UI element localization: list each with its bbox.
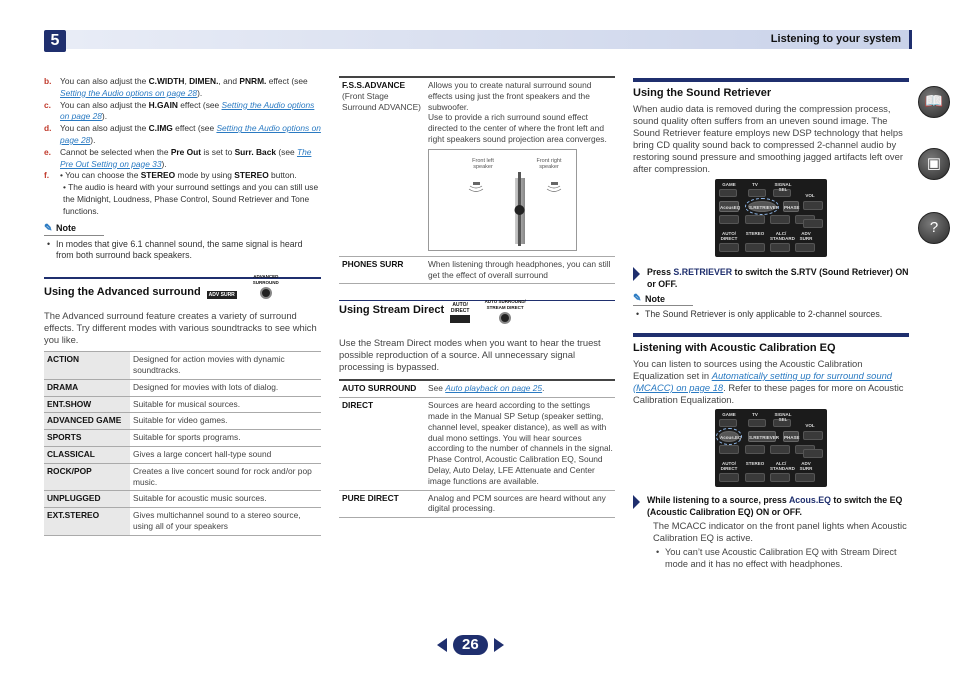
remote-button-label: AUTO/ DIRECT bbox=[720, 460, 738, 471]
remote-button bbox=[803, 201, 823, 210]
sound-retriever-heading bbox=[633, 78, 909, 101]
auto-surround-key: AUTO SURROUND bbox=[339, 380, 425, 397]
remote-button-label: S.RETRIEVER bbox=[748, 431, 776, 442]
keyword: C.WIDTH bbox=[148, 76, 185, 86]
mcacc-link[interactable]: Automatically setting up for surround sound (MCACC) on page 18 bbox=[633, 369, 893, 393]
remote-button bbox=[719, 473, 739, 482]
text-run: You can also adjust the bbox=[60, 123, 149, 134]
table-row bbox=[44, 396, 321, 413]
eq-bullet: • You can’t use Acoustic Calibration EQ with Stream Direct mode and it has no effect with headphones. bbox=[633, 547, 909, 571]
remote-button bbox=[770, 215, 790, 224]
text-run: ). bbox=[161, 158, 167, 169]
remote-button-label: TV bbox=[752, 182, 758, 187]
footnote-item bbox=[44, 170, 321, 217]
text-run: You can also adjust the bbox=[60, 76, 149, 86]
stream-direct-text: Use the Stream Direct modes when you want to hear the truest possible reproduction of a source. All unnecessary signal processing is bypassed. bbox=[339, 337, 601, 373]
page-navigation bbox=[437, 635, 504, 655]
text-run: is set to bbox=[201, 146, 235, 157]
remote-button-label: STEREO bbox=[745, 231, 765, 236]
adv-surr-button-icon bbox=[207, 290, 237, 299]
phones-text: When listening through headphones, you can still get the effect of overall surround bbox=[425, 256, 615, 284]
remote-image-1 bbox=[633, 179, 909, 261]
remote-button bbox=[745, 473, 765, 482]
remote-button bbox=[770, 243, 790, 252]
remote-button bbox=[719, 215, 739, 224]
remote-button-label: SIGNAL SEL bbox=[774, 182, 792, 192]
footnote-text bbox=[60, 100, 321, 124]
mode-name: SPORTS bbox=[44, 430, 130, 447]
keyword: H.GAIN bbox=[148, 99, 178, 110]
auto-direct-label: AUTO/ DIRECT bbox=[450, 302, 470, 315]
remote-button-label: AUTO/ DIRECT bbox=[720, 231, 738, 241]
keyword: Pre Out bbox=[170, 146, 202, 157]
header-bar bbox=[66, 30, 912, 49]
eq-after-text: The MCACC indicator on the front panel lights when Acoustic Calibration EQ is active. bbox=[653, 520, 907, 544]
remote-button-label: Acous.EQ bbox=[719, 431, 739, 442]
footnote-letter: e. bbox=[44, 146, 51, 157]
remote-button-label: ALC/ STANDARD bbox=[770, 231, 795, 241]
table-row bbox=[339, 398, 615, 490]
stream-direct-heading bbox=[339, 300, 615, 330]
remote-button bbox=[719, 419, 737, 427]
remote-button bbox=[803, 449, 823, 458]
remote-button-label: GAME bbox=[722, 182, 736, 187]
page-link[interactable]: The Pre Out Setting on page 33 bbox=[60, 146, 312, 169]
footnote-text bbox=[60, 76, 321, 100]
advanced-surround-label: ADVANCED SURROUND bbox=[252, 274, 279, 286]
remote-button-label: PHASE bbox=[783, 201, 799, 212]
step-arrow-icon bbox=[633, 267, 640, 281]
mode-description: Creates a live concert sound for rock and/or pop music. bbox=[130, 463, 321, 491]
front-left-label: Front left speaker bbox=[472, 157, 494, 171]
table-row bbox=[44, 379, 321, 396]
remote-button bbox=[803, 219, 823, 228]
footnote-item bbox=[44, 76, 321, 100]
step-arrow-icon bbox=[633, 495, 640, 509]
table-row bbox=[44, 430, 321, 447]
remote-button-label: PHASE bbox=[783, 431, 799, 442]
remote-button-label: VOL bbox=[805, 422, 815, 428]
help-icon[interactable]: ? bbox=[918, 212, 950, 244]
eq-step-b: to switch the EQ (Acoustic Calibration EQ) ON or OFF. bbox=[647, 494, 903, 517]
text-run: button. bbox=[268, 170, 297, 181]
remote-button bbox=[795, 243, 815, 252]
fss-key-cell bbox=[339, 77, 425, 256]
table-row bbox=[44, 413, 321, 430]
table-row bbox=[44, 352, 321, 380]
keyword: C.IMG bbox=[148, 123, 173, 134]
adv-mode-table bbox=[44, 351, 321, 536]
text-run: , bbox=[184, 76, 190, 86]
front-right-label: Front right speaker bbox=[536, 157, 562, 171]
mode-description: Suitable for video games. bbox=[130, 413, 321, 430]
fss-text-1: Allows you to create natural surround sound effects using just the front speakers and the subwoofer. bbox=[428, 80, 592, 112]
sr-step-b: to switch the S.RTV (Sound Retriever) ON or OFF. bbox=[647, 267, 909, 289]
footnote-text bbox=[60, 147, 321, 171]
eq-step-a: While listening to a source, press bbox=[647, 494, 789, 505]
stream-direct-label: AUTO SURROUND/ STREAM DIRECT bbox=[484, 299, 526, 311]
remote-button-label: ALC/ STANDARD bbox=[770, 460, 795, 471]
middle-column bbox=[339, 76, 615, 518]
remote-button-label: TV bbox=[752, 411, 758, 417]
keyword: DIMEN. bbox=[189, 76, 219, 86]
text-run: effect (see bbox=[177, 99, 222, 110]
footnote-letter: d. bbox=[44, 123, 52, 134]
remote-button-label: SIGNAL SEL bbox=[774, 411, 792, 422]
note-bullet-text: The Sound Retriever is only applicable to 2-channel sources. bbox=[645, 309, 883, 320]
note-heading-label: Note bbox=[645, 293, 665, 304]
speaker-diagram-graphic bbox=[429, 150, 578, 252]
remote-button bbox=[748, 189, 766, 197]
fss-text-2: Use to provide a rich surround sound effect directed to the center of where the front left and right speakers sound projection area converges. bbox=[428, 112, 607, 144]
acoustic-eq-step bbox=[633, 495, 909, 518]
footnote-text bbox=[60, 170, 321, 217]
text-run: mode by using bbox=[175, 170, 235, 181]
next-page-icon[interactable] bbox=[494, 638, 504, 652]
right-column bbox=[633, 78, 909, 571]
eq-text-b: . Refer to these pages for more on Acoustic Calibration Equalization. bbox=[633, 381, 904, 405]
text-run: ). bbox=[101, 111, 108, 122]
footnote-letter: f. bbox=[44, 170, 50, 181]
remote-button-label: ADV SURR bbox=[799, 231, 813, 241]
footnote-item bbox=[44, 147, 321, 171]
acoustic-eq-text bbox=[633, 358, 909, 406]
stream-direct-title: Using Stream Direct bbox=[339, 304, 445, 317]
table-row bbox=[339, 256, 615, 284]
mode-name: ROCK/POP bbox=[44, 463, 130, 491]
text-run: • You can choose the bbox=[60, 170, 141, 181]
table-row bbox=[44, 491, 321, 508]
fss-table bbox=[339, 76, 615, 284]
mode-name: EXT.STEREO bbox=[44, 508, 130, 536]
note-heading bbox=[44, 223, 104, 236]
keyword: STEREO bbox=[234, 170, 269, 181]
remote-image-2 bbox=[633, 409, 909, 491]
text-run: effect (see bbox=[172, 123, 217, 134]
mode-description: Suitable for acoustic music sources. bbox=[130, 491, 321, 508]
footnote-text bbox=[60, 123, 321, 147]
direct-desc bbox=[425, 398, 615, 490]
adv-surround-text: The Advanced surround feature creates a variety of surround effects. Try different modes with various soundtracks to see which you like. bbox=[44, 310, 317, 346]
remote-button-label: GAME bbox=[722, 411, 736, 417]
auto-direct-button-icon bbox=[449, 302, 471, 323]
remote-button bbox=[745, 215, 765, 224]
direct-key: DIRECT bbox=[339, 398, 425, 490]
pure-direct-key: PURE DIRECT bbox=[339, 490, 425, 518]
sound-retriever-step bbox=[633, 267, 909, 290]
page-number: 26 bbox=[453, 635, 488, 655]
remote-button bbox=[803, 431, 823, 440]
footnote-letter: b. bbox=[44, 76, 52, 86]
remote-control-graphic bbox=[715, 179, 827, 257]
mode-name: ADVANCED GAME bbox=[44, 413, 130, 430]
fss-sub: (Front Stage Surround ADVANCE) bbox=[342, 90, 421, 112]
remote-button bbox=[745, 243, 765, 252]
stream-direct-table bbox=[339, 379, 615, 518]
remote-button bbox=[748, 419, 766, 427]
mode-description: Gives multichannel sound to a stereo source, using all of your speakers bbox=[130, 508, 321, 536]
auto-post: . bbox=[542, 383, 545, 394]
stream-direct-knob-icon bbox=[483, 299, 527, 326]
auto-pre: See bbox=[428, 383, 446, 394]
table-row bbox=[44, 508, 321, 536]
direct-text-1: Sources are heard according to the settings made in the Manual SP Setup (speaker setting, channel level, speaker distance), as well as with dual mono settings. You will hear sources according to the number of channels in the signal. bbox=[428, 400, 613, 454]
remote-button-label: ADV SURR bbox=[799, 460, 813, 471]
adv-surr-button-label: ADV SURR bbox=[208, 292, 235, 299]
receiver-icon[interactable]: ▣ bbox=[918, 148, 950, 180]
pure-direct-text: Analog and PCM sources are heard without any digital processing. bbox=[425, 490, 615, 518]
text-run: ). bbox=[197, 87, 203, 98]
pencil-icon: ✎ bbox=[44, 222, 53, 234]
left-column bbox=[44, 76, 321, 536]
keyword: Surr. Back bbox=[234, 146, 277, 157]
section-title: Listening to your system bbox=[770, 33, 901, 45]
note-bullet: • In modes that give 6.1 channel sound, the same signal is heard from both surround back speakers. bbox=[44, 239, 321, 263]
mode-name: DRAMA bbox=[44, 379, 130, 396]
page-link[interactable]: Setting the Audio options on page 28 bbox=[60, 87, 198, 98]
advanced-surround-knob-icon bbox=[249, 274, 283, 301]
previous-page-icon[interactable] bbox=[437, 638, 447, 652]
table-row bbox=[339, 77, 615, 256]
note-heading-label: Note bbox=[56, 223, 76, 234]
text-run: (see bbox=[276, 146, 297, 157]
text-run: effect (see bbox=[266, 76, 308, 86]
text-run: • The audio is heard with your surround settings and you can still use the Midnight, Loudness, Phase Control, Sound Retriever and Tone functions. bbox=[63, 182, 319, 216]
eq-bullet-text: You can’t use Acoustic Calibration EQ with Stream Direct mode and it has no effect with headphones. bbox=[665, 547, 897, 569]
mode-name: ENT.SHOW bbox=[44, 396, 130, 413]
mode-description: Suitable for sports programs. bbox=[130, 430, 321, 447]
mode-description: Gives a large concert hall-type sound bbox=[130, 446, 321, 463]
remote-button bbox=[719, 243, 739, 252]
remote-button bbox=[745, 445, 765, 454]
footnote-letter: c. bbox=[44, 99, 51, 110]
chapter-badge: 5 bbox=[44, 30, 66, 52]
text-run: ). bbox=[90, 134, 96, 145]
mode-name: UNPLUGGED bbox=[44, 491, 130, 508]
adv-surround-title: Using the Advanced surround bbox=[44, 286, 201, 299]
text-run: , and bbox=[218, 76, 240, 86]
table-row bbox=[44, 463, 321, 491]
acous-eq-keyword: Acous.EQ bbox=[788, 494, 831, 505]
phones-key: PHONES SURR bbox=[339, 256, 425, 284]
direct-text-2: Phase Control, Acoustic Calibration EQ, Sound Delay, Auto Delay, LFE Attenuate and Center image functions are available. bbox=[428, 454, 603, 486]
footnote-item bbox=[44, 100, 321, 124]
remote-button bbox=[795, 473, 815, 482]
remote-button bbox=[770, 473, 790, 482]
note-heading-right bbox=[633, 293, 693, 306]
footnote-item bbox=[44, 123, 321, 147]
remote-control-graphic bbox=[715, 409, 827, 487]
footnotes bbox=[44, 76, 321, 218]
text-run: You can also adjust the bbox=[60, 99, 149, 110]
acoustic-eq-title: Listening with Acoustic Calibration EQ bbox=[633, 341, 836, 354]
mode-description: Designed for action movies with dynamic soundtracks. bbox=[130, 352, 321, 380]
sound-retriever-title: Using the Sound Retriever bbox=[633, 87, 772, 99]
eq-text-a: You can listen to sources using the Acoustic Calibration Equalization set in bbox=[633, 357, 863, 381]
remote-button-label: S.RETRIEVER bbox=[748, 201, 776, 212]
book-icon[interactable]: 📖 bbox=[918, 86, 950, 118]
acoustic-eq-heading bbox=[633, 333, 909, 356]
keyword: STEREO bbox=[140, 170, 176, 181]
remote-button-label: AcousEQ bbox=[719, 201, 739, 212]
table-row bbox=[44, 446, 321, 463]
table-row bbox=[339, 380, 615, 397]
page-link[interactable]: Setting the Audio options on page 28 bbox=[60, 99, 315, 122]
keyword: PNRM. bbox=[239, 76, 267, 86]
s-retriever-keyword: S.RETRIEVER bbox=[673, 267, 733, 277]
mode-description: Suitable for musical sources. bbox=[130, 396, 321, 413]
page-link[interactable]: Setting the Audio options on page 28 bbox=[60, 123, 321, 145]
mode-description: Designed for movies with lots of dialog. bbox=[130, 379, 321, 396]
note-bullet-text: In modes that give 6.1 channel sound, the same signal is heard from both surround back speakers. bbox=[56, 238, 303, 261]
note-bullet-right: • The Sound Retriever is only applicable to 2-channel sources. bbox=[636, 309, 883, 320]
fss-key: F.S.S.ADVANCE bbox=[342, 80, 406, 90]
speaker-diagram bbox=[428, 149, 577, 251]
mode-name: CLASSICAL bbox=[44, 446, 130, 463]
pencil-icon: ✎ bbox=[633, 293, 642, 305]
auto-playback-link[interactable]: Auto playback on page 25 bbox=[445, 383, 543, 394]
remote-button bbox=[719, 445, 739, 454]
remote-button bbox=[770, 445, 790, 454]
fss-desc-cell bbox=[425, 77, 615, 256]
remote-button-label: STEREO bbox=[745, 460, 765, 466]
sr-step-a: Press bbox=[647, 267, 674, 277]
remote-button bbox=[719, 189, 737, 197]
remote-button-label: VOL bbox=[805, 193, 815, 198]
mode-name: ACTION bbox=[44, 352, 130, 380]
sound-retriever-text: When audio data is removed during the compression process, sound quality often suffers from an uneven sound image. The Sound Retriever feature employs new DSP technology that helps bring CD quality sound back to compressed 2-channel audio by restoring sound pressure and smoothing jagged artifacts left over after compression. bbox=[633, 103, 903, 174]
auto-surround-desc bbox=[425, 380, 615, 397]
adv-surround-heading bbox=[44, 274, 321, 305]
table-row bbox=[339, 490, 615, 518]
text-run: Cannot be selected when the bbox=[60, 146, 171, 157]
